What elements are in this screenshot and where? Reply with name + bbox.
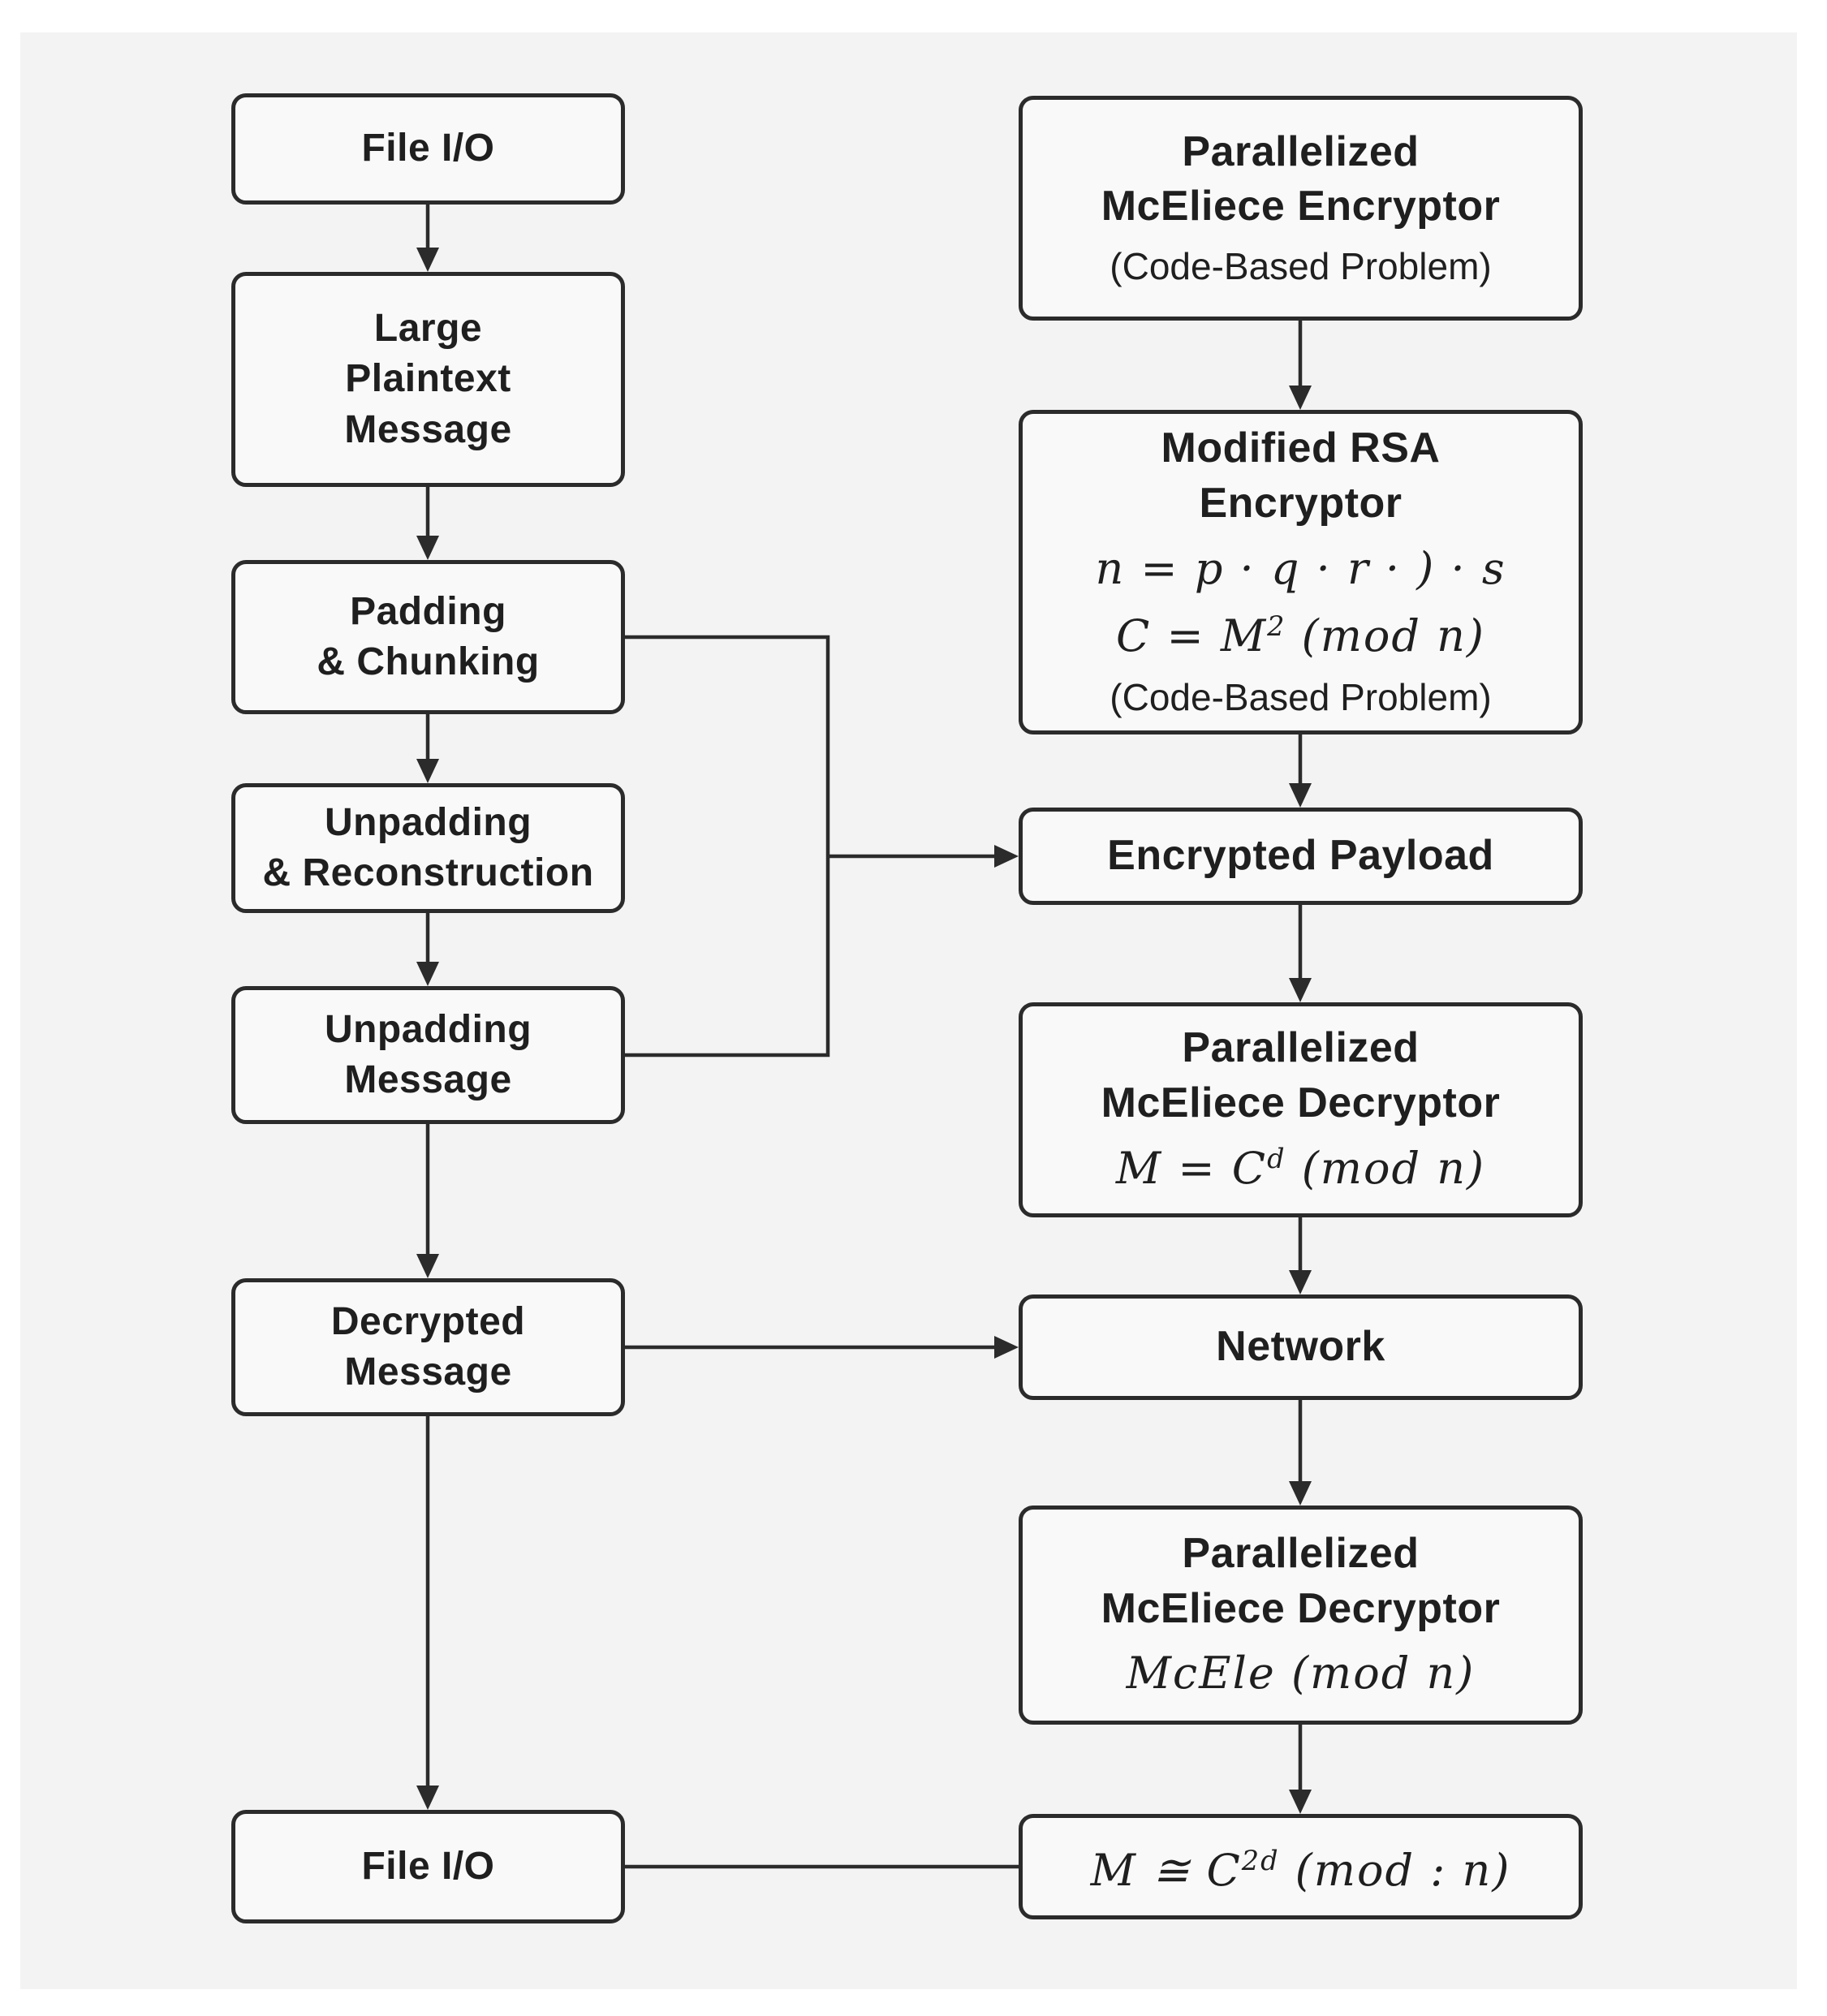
- node-line: (Code-Based Problem): [1110, 245, 1492, 288]
- node-line: M ≅ $C^{2d}$ (mod : n): [1090, 1844, 1511, 1896]
- node-line: Message: [344, 1058, 512, 1101]
- node-line: Decrypted: [330, 1299, 526, 1343]
- node-line: Encrypted Payload: [1107, 832, 1494, 880]
- node-line: & Chunking: [317, 640, 540, 683]
- flow-node-parallelized-mceliece-decryptor-2: [1019, 1506, 1583, 1725]
- node-line: File I/O: [361, 1844, 495, 1888]
- flow-node-unpadding-message: [231, 986, 625, 1124]
- flow-node-modified-rsa-encryptor: [1019, 410, 1583, 734]
- node-line: (Code-Based Problem): [1110, 676, 1492, 719]
- flow-node-final-equation: [1019, 1814, 1583, 1919]
- node-line: Network: [1216, 1323, 1385, 1371]
- node-line: Message: [344, 407, 512, 451]
- node-line: Plaintext: [345, 357, 511, 401]
- flow-node-network: [1019, 1294, 1583, 1400]
- flow-node-parallelized-mceliece-decryptor-1: [1019, 1002, 1583, 1217]
- flow-node-padding-chunking: [231, 560, 625, 714]
- node-line: Padding: [350, 589, 506, 633]
- node-line: n = p · q · r · ) · s: [1095, 542, 1506, 594]
- node-line: Message: [344, 1350, 512, 1394]
- node-line: Large: [373, 306, 483, 350]
- flow-node-encrypted-payload: [1019, 808, 1583, 905]
- node-line: Encryptor: [1199, 480, 1403, 528]
- node-line: $C = M^2$ (mod n): [1115, 610, 1485, 661]
- flow-node-decrypted-message: [231, 1278, 625, 1416]
- node-line: McEle (mod n): [1126, 1648, 1476, 1699]
- flow-node-file-io-top: [231, 93, 625, 205]
- node-line: File I/O: [361, 127, 495, 170]
- node-line: $M = C^d$ (mod n): [1115, 1142, 1486, 1194]
- flow-node-large-plaintext-message: [231, 272, 625, 487]
- node-line: Unpadding: [324, 1007, 532, 1051]
- node-line: Parallelized: [1182, 1024, 1420, 1072]
- flow-node-unpadding-reconstruction: [231, 783, 625, 913]
- node-line: & Reconstruction: [262, 851, 594, 894]
- flow-node-file-io-bottom: [231, 1810, 625, 1923]
- node-line: McEliece Decryptor: [1101, 1584, 1501, 1632]
- node-line: Unpadding: [324, 800, 532, 844]
- node-line: Modified RSA: [1161, 424, 1441, 472]
- flow-node-parallelized-mceliece-encryptor: [1019, 96, 1583, 321]
- node-line: McEliece Decryptor: [1101, 1079, 1501, 1127]
- node-line: Parallelized: [1182, 127, 1420, 175]
- node-line: Parallelized: [1182, 1529, 1420, 1577]
- node-line: McEliece Encryptor: [1101, 183, 1501, 230]
